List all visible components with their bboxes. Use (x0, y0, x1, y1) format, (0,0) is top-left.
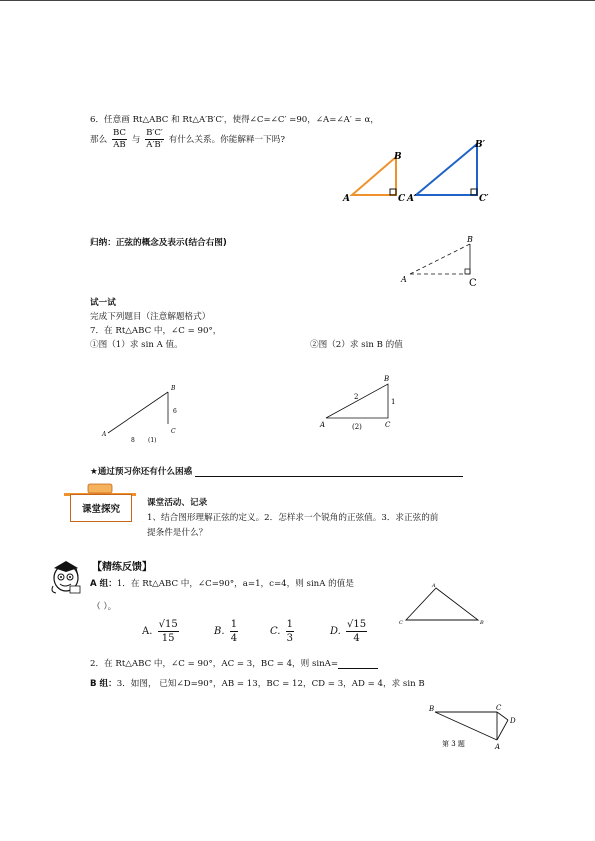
option-c-fraction (286, 618, 294, 645)
fig2-caption: (2) (352, 423, 362, 431)
option-c-num: 1 (286, 619, 294, 630)
q6-triangles-figure (340, 140, 500, 205)
explore-line1: 1、结合图形理解正弦的定义。2．怎样求一个锐角的正弦值。3．求正弦的前 (147, 513, 439, 523)
q3-figure (425, 700, 525, 755)
q3-label-C: C (496, 704, 502, 712)
q1-label-C: C (399, 620, 403, 626)
label-B-prime: B′ (475, 140, 485, 150)
explore-title: 课堂活动、记录 (147, 498, 208, 508)
fig1-label-C: C (171, 428, 176, 435)
confusion-answer-line[interactable] (195, 466, 463, 477)
q3-side-CD (497, 712, 508, 720)
q6-line2 (90, 128, 285, 151)
q3-line (90, 677, 425, 689)
q6-prefix: 那么 (90, 135, 108, 145)
label-A: A (343, 194, 350, 204)
option-b-letter: B. (214, 626, 225, 637)
summary-triangle-figure (395, 232, 485, 290)
fig2-label-1: 1 (391, 398, 396, 406)
figure-1 (100, 380, 190, 444)
label-C: C (469, 278, 477, 289)
option-a-letter: A. (142, 626, 153, 637)
option-b-den: 4 (230, 633, 238, 644)
q3-caption: 第 3 题 (442, 740, 465, 748)
try-part2: ②图（2）求 sin B 的值 (310, 340, 403, 350)
top-rule (0, 0, 595, 1)
q2-answer-blank[interactable] (338, 658, 378, 669)
option-d-letter: D. (330, 626, 341, 637)
confusion-text: ★通过预习你还有什么困惑 (90, 467, 193, 477)
option-a-den: 15 (161, 633, 175, 644)
try-title: 试一试 (90, 298, 116, 308)
try-line1: 完成下列题目（注意解题格式） (90, 312, 211, 322)
confusion-prompt (90, 465, 463, 477)
option-d-den: 4 (353, 633, 360, 644)
q3-label-D: D (510, 717, 516, 725)
q6-frac2-den: A′B′ (146, 140, 163, 150)
fig1-hypotenuse (108, 392, 168, 433)
q6-fraction-1 (112, 128, 127, 151)
try-line2: 7．在 Rt△ABC 中，∠C = 90°， (90, 326, 222, 336)
right-angle-mark (465, 269, 470, 274)
option-b[interactable] (214, 618, 240, 645)
hypotenuse-dashed (410, 244, 470, 274)
option-d-fraction (346, 618, 367, 645)
label-A-prime: A′ (407, 194, 417, 204)
q6-mid: 与 (131, 135, 141, 145)
option-a-num: √15 (158, 619, 178, 630)
q6-fraction-2 (145, 128, 164, 151)
q2-text: 2．在 Rt△ABC 中，∠C = 90°，AC = 3，BC = 4，则 sinA= (90, 659, 339, 669)
label-B: B (394, 152, 402, 162)
label-C-prime: C′ (479, 194, 489, 204)
option-d[interactable] (330, 618, 369, 645)
q2-line (90, 657, 378, 669)
explore-line2: 提条件是什么？ (147, 528, 208, 538)
q1-label-A: A (432, 583, 436, 589)
q1-triangle-figure (396, 578, 488, 628)
fig1-caption: (1) (148, 437, 157, 444)
q1-line2: （ ）。 (92, 602, 117, 612)
option-a-fraction (158, 618, 179, 645)
option-d-num: √15 (347, 619, 367, 630)
q1-triangle (406, 588, 478, 620)
fig1-label-6: 6 (173, 408, 177, 415)
label-B: B (467, 235, 473, 244)
q6-frac2-num: B′C′ (146, 128, 163, 138)
option-b-num: 1 (230, 619, 238, 630)
orange-triangle (352, 157, 396, 195)
blue-triangle (416, 144, 477, 195)
q1-label-B: B (480, 620, 484, 626)
fig1-label-A: A (102, 431, 107, 438)
q3-label-A: A (495, 743, 501, 751)
q1-text: 1．在 Rt△ABC 中，∠C=90°，a=1，c=4，则 sinA 的值是 (116, 579, 354, 589)
feedback-title: 【精练反馈】 (92, 562, 152, 573)
option-b-fraction (230, 618, 238, 645)
q6-suffix: 有什么关系。你能解释一下吗? (168, 135, 285, 145)
label-A: A (401, 275, 407, 284)
explore-badge-label: 课堂探究 (81, 504, 120, 515)
fig2-label-2: 2 (354, 393, 359, 401)
fig2-label-B: B (384, 375, 390, 383)
q3-text: 3．如图， 已知∠D=90°，AB = 13，BC = 12，CD = 3，AD = 4，求 sin B (116, 679, 425, 689)
explore-badge (70, 494, 132, 522)
q1-line1 (90, 577, 354, 589)
q3-side-DA (497, 720, 508, 740)
q3-side-BA (435, 712, 497, 740)
fig2-label-A: A (320, 421, 326, 429)
q6-frac1-num: BC (112, 128, 126, 138)
summary-heading: 归纳：正弦的概念及表示(结合右图) (90, 238, 227, 248)
fig2-triangle (326, 384, 388, 418)
q6-frac1-den: AB (113, 140, 126, 150)
q6-line1: 6．任意画 Rt△ABC 和 Rt△A′B′C′，使得∠C=∠C′ =90，∠A=∠A′ = α， (90, 115, 379, 125)
option-c[interactable] (270, 618, 296, 645)
label-C: C (398, 194, 406, 204)
q3-label-B: B (429, 705, 435, 713)
figure-2 (318, 372, 408, 434)
option-a[interactable] (142, 618, 181, 645)
option-c-letter: C. (270, 626, 281, 637)
group-b-label: B 组： (90, 679, 117, 689)
fig2-label-C: C (385, 421, 391, 429)
badge-tab (88, 484, 112, 493)
group-a-label: A 组： (90, 579, 117, 589)
try-part1: ①图（1）求 sin A 值。 (90, 340, 183, 350)
fig1-label-8: 8 (131, 437, 135, 444)
student-cartoon-icon (48, 556, 84, 596)
fig1-label-B: B (171, 385, 176, 392)
option-c-den: 3 (286, 633, 294, 644)
